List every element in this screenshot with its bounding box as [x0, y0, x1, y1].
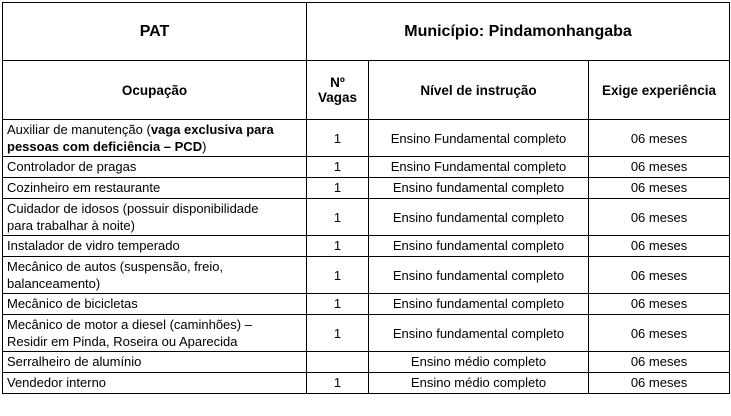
occupation-pcd-note-2: pessoas com deficiência – PCD [7, 139, 203, 154]
column-header-vacancies [307, 61, 369, 120]
occupation-text-end: ) [202, 139, 207, 154]
occupation-cell: Controlador de pragas [3, 157, 307, 178]
occupation-cell [3, 120, 307, 157]
column-header-vacancies-line1: Nº [330, 75, 345, 90]
column-header-vacancies-line2: Vagas [317, 90, 358, 105]
education-cell: Ensino médio completo [369, 352, 589, 373]
table-row [3, 178, 730, 199]
occupation-cell: Instalador de vidro temperado [3, 236, 307, 257]
occupation-cell: Cozinheiro em restaurante [3, 178, 307, 199]
table-row [3, 236, 730, 257]
title-row [3, 3, 730, 61]
table-row [3, 199, 730, 236]
occupation-text-line2: para trabalhar à noite) [7, 218, 135, 233]
experience-cell: 06 meses [589, 236, 730, 257]
education-cell: Ensino fundamental completo [369, 257, 589, 294]
occupation-text-line1: Mecânico de autos (suspensão, freio, [7, 259, 224, 274]
occupation-cell: Mecânico de bicicletas [3, 294, 307, 315]
vacancies-cell [307, 352, 369, 373]
table-row [3, 315, 730, 352]
occupation-text-line2: balanceamento) [7, 276, 101, 291]
table-row [3, 157, 730, 178]
education-cell: Ensino Fundamental completo [369, 120, 589, 157]
occupation-pcd-note: vaga exclusiva para [150, 122, 274, 137]
occupation-text-line2: Residir em Pinda, Roseira ou Aparecida [7, 334, 238, 349]
table-row [3, 257, 730, 294]
table-row [3, 373, 730, 394]
vacancies-cell: 1 [307, 236, 369, 257]
experience-cell: 06 meses [589, 294, 730, 315]
vacancies-cell: 1 [307, 157, 369, 178]
occupation-cell [3, 257, 307, 294]
occupation-text-line1: Cuidador de idosos (possuir disponibilidade [7, 201, 259, 216]
experience-cell: 06 meses [589, 352, 730, 373]
agency-title: PAT [3, 3, 307, 61]
table-row [3, 294, 730, 315]
vacancies-cell: 1 [307, 120, 369, 157]
experience-cell: 06 meses [589, 120, 730, 157]
education-cell: Ensino Fundamental completo [369, 157, 589, 178]
education-cell: Ensino fundamental completo [369, 199, 589, 236]
column-header-education: Nível de instrução [369, 61, 589, 120]
municipality-title: Município: Pindamonhangaba [307, 3, 730, 61]
column-header-experience: Exige experiência [589, 61, 730, 120]
job-vacancies-table [2, 2, 730, 394]
occupation-cell [3, 315, 307, 352]
occupation-cell: Serralheiro de alumínio [3, 352, 307, 373]
experience-cell: 06 meses [589, 199, 730, 236]
education-cell: Ensino fundamental completo [369, 315, 589, 352]
experience-cell: 06 meses [589, 157, 730, 178]
vacancies-cell: 1 [307, 315, 369, 352]
education-cell: Ensino fundamental completo [369, 178, 589, 199]
vacancies-cell: 1 [307, 294, 369, 315]
education-cell: Ensino fundamental completo [369, 294, 589, 315]
occupation-text: Auxiliar de manutenção ( [7, 122, 151, 137]
vacancies-cell: 1 [307, 257, 369, 294]
vacancies-cell: 1 [307, 178, 369, 199]
experience-cell: 06 meses [589, 178, 730, 199]
table-row [3, 120, 730, 157]
table-row [3, 352, 730, 373]
education-cell: Ensino fundamental completo [369, 236, 589, 257]
experience-cell: 06 meses [589, 257, 730, 294]
column-header-occupation: Ocupação [3, 61, 307, 120]
experience-cell: 06 meses [589, 373, 730, 394]
occupation-text-line1: Mecânico de motor a diesel (caminhões) – [7, 317, 252, 332]
column-header-row [3, 61, 730, 120]
occupation-cell: Vendedor interno [3, 373, 307, 394]
experience-cell: 06 meses [589, 315, 730, 352]
vacancies-cell: 1 [307, 199, 369, 236]
education-cell: Ensino médio completo [369, 373, 589, 394]
occupation-cell [3, 199, 307, 236]
vacancies-cell: 1 [307, 373, 369, 394]
